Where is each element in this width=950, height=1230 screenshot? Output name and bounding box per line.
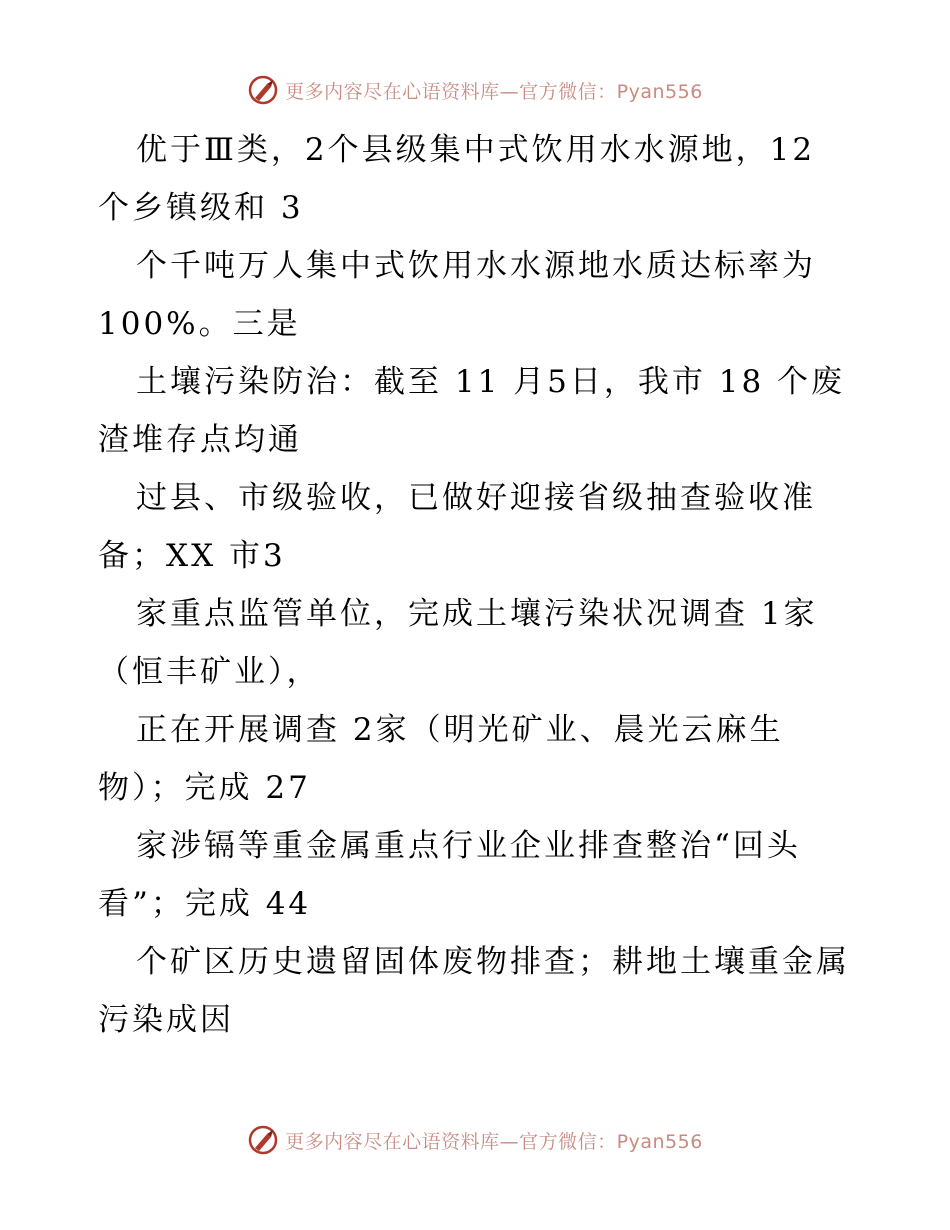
text-line: 备；XX 市3 bbox=[98, 538, 286, 574]
footer-banner bbox=[0, 1120, 950, 1160]
text-line: 家涉镉等重金属重点行业企业排查整治“回头 bbox=[136, 828, 801, 864]
text-line: 物）；完成 27 bbox=[98, 770, 311, 806]
pen-logo-icon bbox=[247, 74, 279, 106]
text-line: 家重点监管单位，完成土壤污染状况调查 1家 bbox=[136, 596, 818, 632]
text-line: 土壤污染防治：截至 11 月5日，我市 18 个废 bbox=[136, 364, 846, 400]
text-line: 个千吨万人集中式饮用水水源地水质达标率为 bbox=[136, 248, 816, 284]
text-line: 渣堆存点均通 bbox=[98, 422, 302, 458]
text-line: 个乡镇级和 3 bbox=[98, 190, 304, 226]
text-line: 正在开展调查 2家（明光矿业、晨光云麻生 bbox=[136, 712, 784, 748]
header-banner-text: 更多内容尽在心语资料库—官方微信：Pyan556 bbox=[285, 80, 703, 103]
text-line: 污染成因 bbox=[98, 1002, 234, 1038]
header-banner bbox=[0, 70, 950, 110]
pen-logo-icon bbox=[247, 1124, 279, 1156]
footer-banner-text: 更多内容尽在心语资料库—官方微信：Pyan556 bbox=[285, 1130, 703, 1153]
text-line: （恒丰矿业）， bbox=[98, 654, 321, 690]
text-line: 100%。三是 bbox=[98, 306, 301, 342]
text-line: 看”；完成 44 bbox=[98, 886, 312, 922]
text-line: 过县、市级验收，已做好迎接省级抽查验收准 bbox=[136, 480, 816, 516]
text-line: 优于Ⅲ类，2个县级集中式饮用水水源地，12 bbox=[136, 132, 816, 168]
text-line: 个矿区历史遗留固体废物排查；耕地土壤重金属 bbox=[136, 944, 850, 980]
